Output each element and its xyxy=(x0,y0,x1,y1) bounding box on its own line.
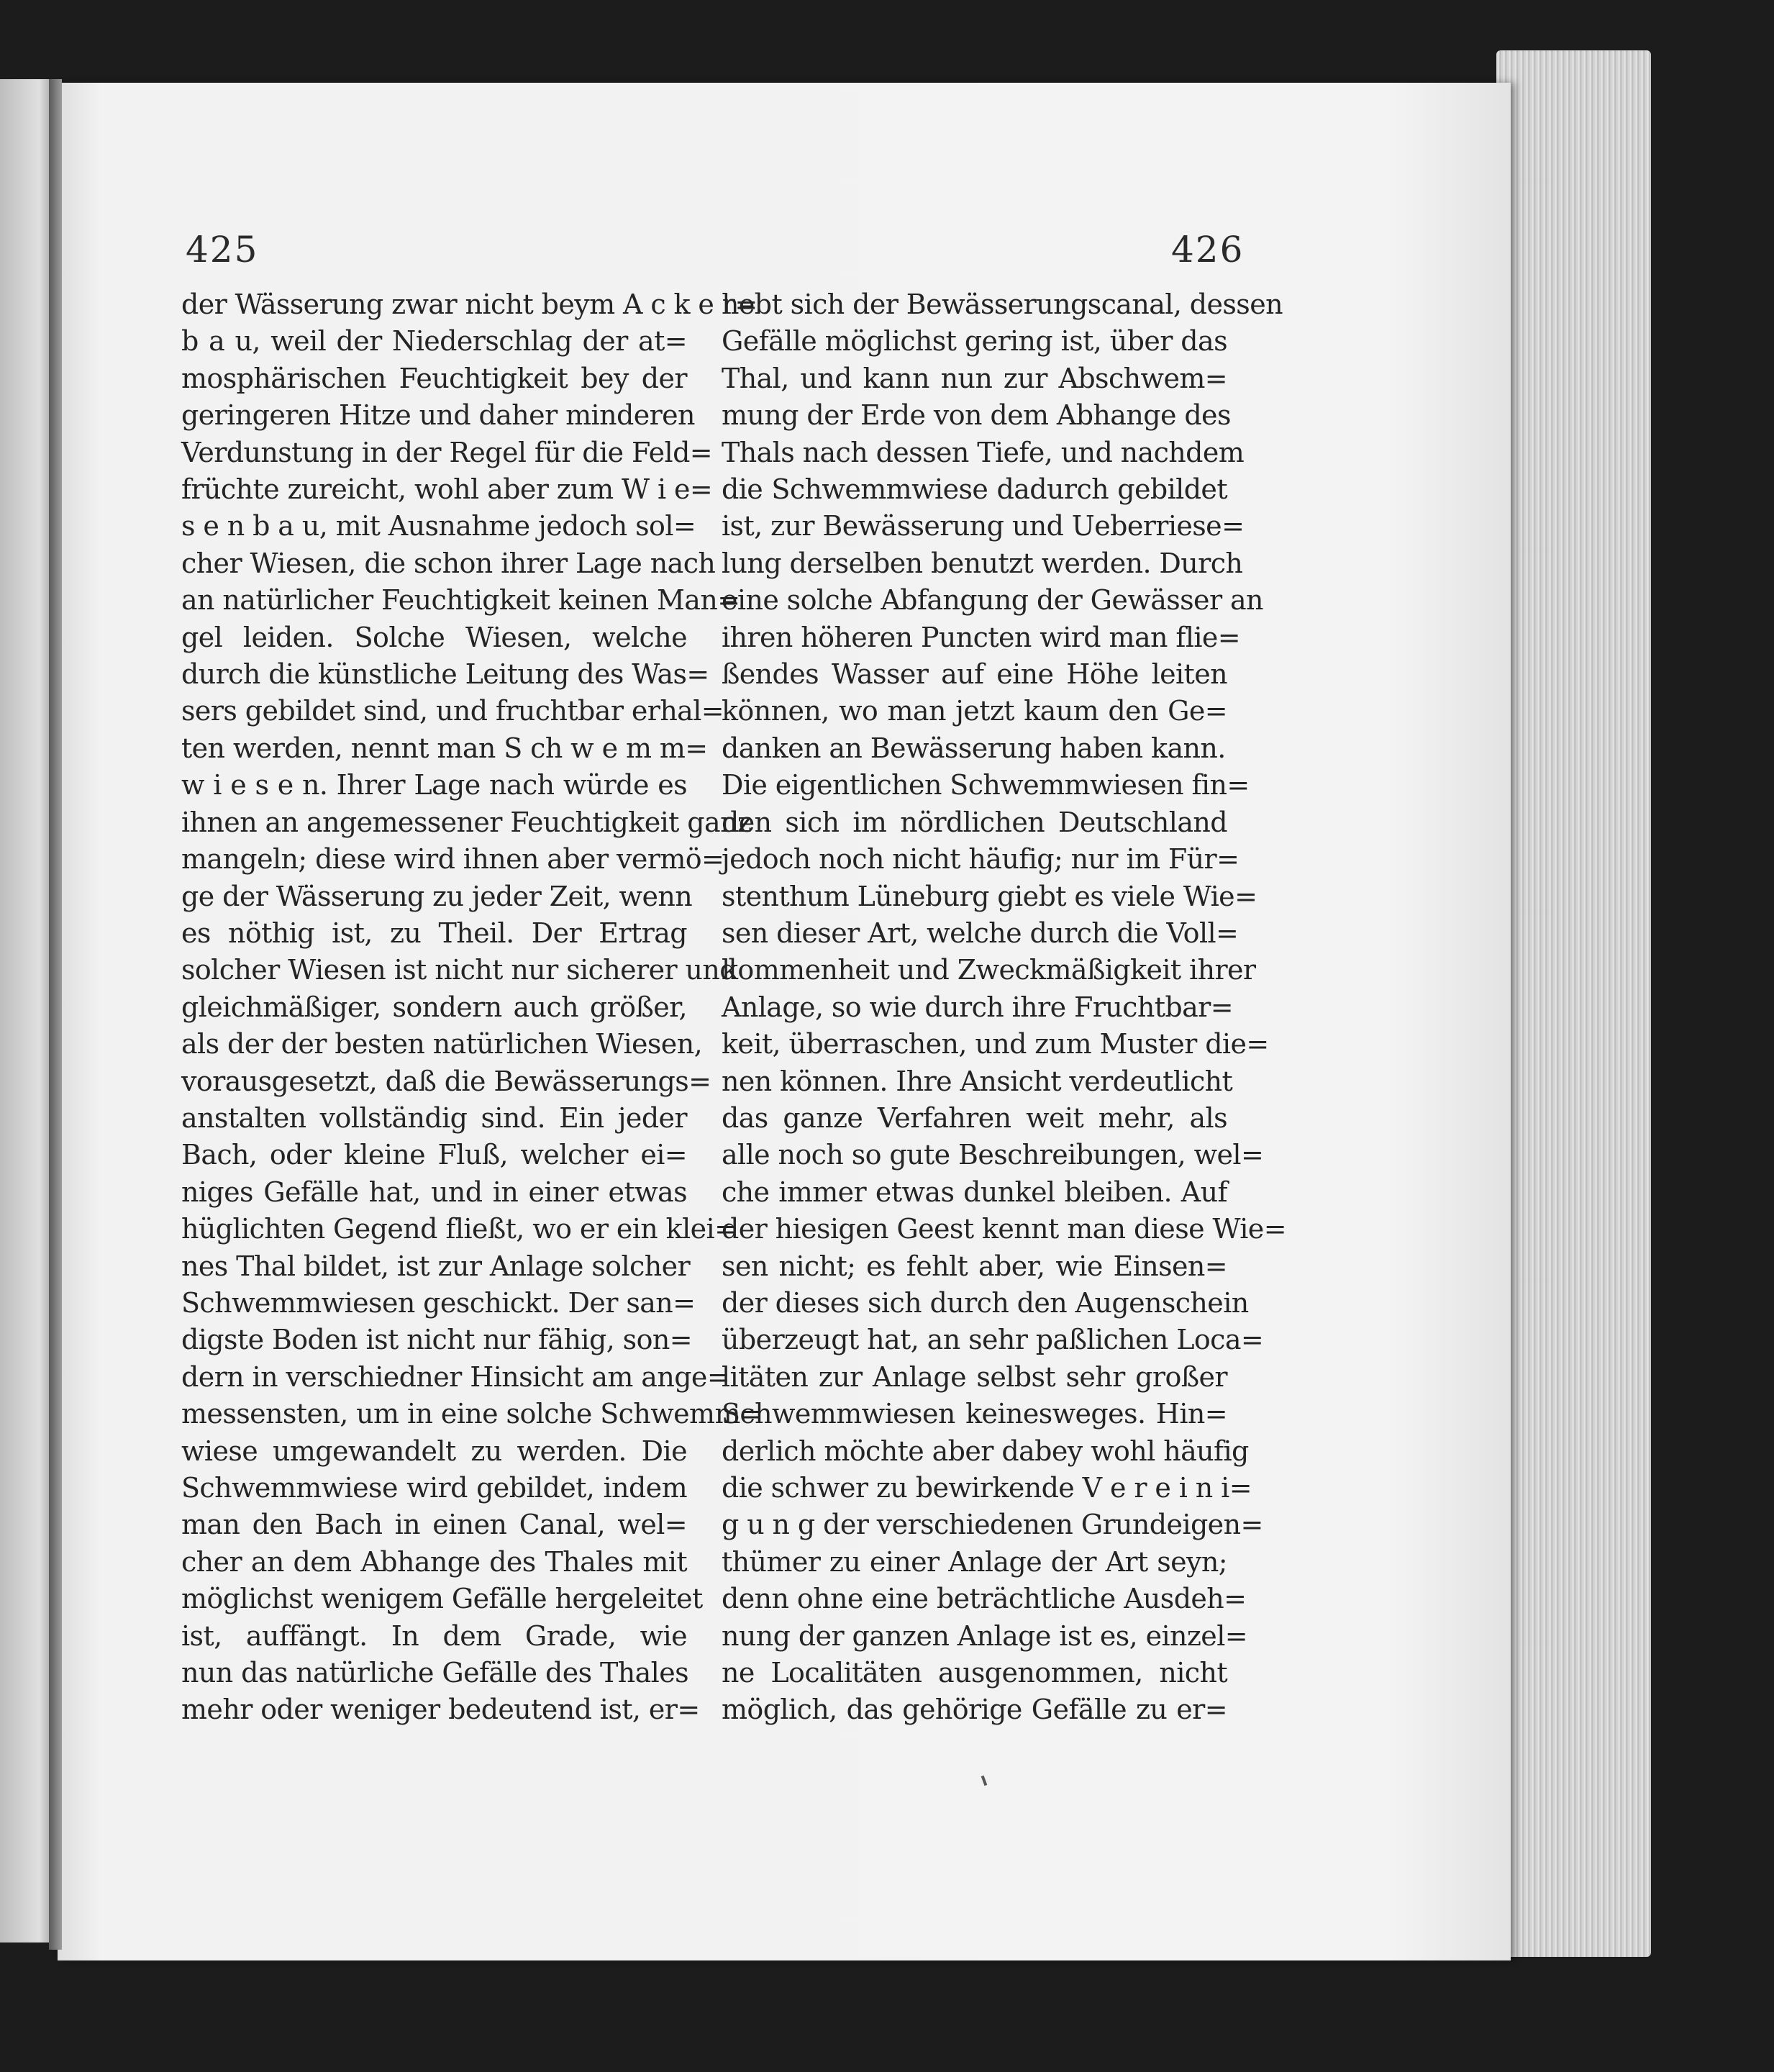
text-line: g u n g der verschiedenen Grundeigen= xyxy=(722,1509,1263,1541)
facing-page-edge xyxy=(0,79,56,1942)
text-line: als der der besten natürlichen Wiesen, xyxy=(181,1028,703,1060)
text-column-right xyxy=(722,286,1286,1729)
text-line: nes Thal bildet, ist zur Anlage solcher xyxy=(181,1250,691,1282)
text-line: messensten, um in eine solche Schwemm= xyxy=(181,1398,763,1430)
text-line: Schwemmwiese wird gebildet, indem xyxy=(181,1472,687,1504)
text-line: nung der ganzen Anlage ist es, einzel= xyxy=(722,1619,1247,1652)
text-line: der hiesigen Geest kennt man diese Wie= xyxy=(722,1213,1286,1245)
text-line: keit, überraschen, und zum Muster die= xyxy=(722,1028,1269,1060)
text-line: ßendes Wasser auf eine Höhe leiten xyxy=(722,658,1227,691)
text-line: es nöthig ist, zu Theil. Der Ertrag xyxy=(181,917,687,949)
text-column-left xyxy=(181,286,763,1729)
text-line: der Wässerung zwar nicht beym A c k e r= xyxy=(181,288,758,320)
page-stack-edges xyxy=(1496,50,1651,1957)
text-line: der dieses sich durch den Augenschein xyxy=(722,1286,1249,1319)
text-line: anstalten vollständig sind. Ein jeder xyxy=(181,1101,687,1134)
text-line: durch die künstliche Leitung des Was= xyxy=(181,658,709,691)
text-line: hebt sich der Bewässerungscanal, dessen xyxy=(722,288,1283,320)
text-line: mehr oder weniger bedeutend ist, er= xyxy=(181,1694,700,1726)
text-line: sers gebildet sind, und fruchtbar erhal= xyxy=(181,695,724,727)
text-line: hüglichten Gegend fließt, wo er ein klei= xyxy=(181,1213,737,1245)
text-line: che immer etwas dunkel bleiben. Auf xyxy=(722,1176,1227,1208)
text-line: ihren höheren Puncten wird man flie= xyxy=(722,621,1241,653)
text-line: niges Gefälle hat, und in einer etwas xyxy=(181,1176,687,1208)
text-line: thümer zu einer Anlage der Art seyn; xyxy=(722,1545,1227,1578)
text-line: den sich im nördlichen Deutschland xyxy=(722,806,1227,838)
text-line: mangeln; diese wird ihnen aber vermö= xyxy=(181,843,724,876)
text-line: Bach, oder kleine Fluß, welcher ei= xyxy=(181,1139,687,1171)
text-line: denn ohne eine beträchtliche Ausdeh= xyxy=(722,1583,1247,1615)
text-line: das ganze Verfahren weit mehr, als xyxy=(722,1101,1227,1134)
text-line: früchte zureicht, wohl aber zum W i e= xyxy=(181,473,713,506)
text-line: s e n b a u, mit Ausnahme jedoch sol= xyxy=(181,510,696,542)
text-line: können, wo man jetzt kaum den Ge= xyxy=(722,695,1227,727)
text-line: wiese umgewandelt zu werden. Die xyxy=(181,1435,687,1467)
text-line: man den Bach in einen Canal, wel= xyxy=(181,1509,687,1541)
text-line: die Schwemmwiese dadurch gebildet xyxy=(722,473,1227,506)
text-line: ist, auffängt. In dem Grade, wie xyxy=(181,1619,687,1652)
text-line: möglichst wenigem Gefälle hergeleitet xyxy=(181,1583,703,1615)
text-line: alle noch so gute Beschreibungen, wel= xyxy=(722,1139,1264,1171)
text-line: Gefälle möglichst gering ist, über das xyxy=(722,325,1227,358)
text-line: Schwemmwiesen geschickt. Der san= xyxy=(181,1286,696,1319)
text-line: vorausgesetzt, daß die Bewässerungs= xyxy=(181,1065,711,1097)
text-line: w i e s e n. Ihrer Lage nach würde es xyxy=(181,769,687,801)
text-line: nun das natürliche Gefälle des Thales xyxy=(181,1657,688,1689)
text-line: geringeren Hitze und daher minderen xyxy=(181,399,695,432)
text-line: ihnen an angemessener Feuchtigkeit ganz xyxy=(181,806,752,838)
text-line: eine solche Abfangung der Gewässer an xyxy=(722,584,1263,617)
text-line: ne Localitäten ausgenommen, nicht xyxy=(722,1657,1227,1689)
text-line: ge der Wässerung zu jeder Zeit, wenn xyxy=(181,880,693,912)
text-line: Verdunstung in der Regel für die Feld= xyxy=(181,436,713,468)
text-line: sen nicht; es fehlt aber, wie Einsen= xyxy=(722,1250,1227,1282)
text-line: Thal, und kann nun zur Abschwem= xyxy=(722,362,1227,394)
text-line: Die eigentlichen Schwemmwiesen fin= xyxy=(722,769,1250,801)
text-line: dern in verschiedner Hinsicht am ange= xyxy=(181,1360,730,1393)
text-line: gleichmäßiger, sondern auch größer, xyxy=(181,991,687,1023)
text-line: mung der Erde von dem Abhange des xyxy=(722,399,1231,432)
text-line: nen können. Ihre Ansicht verdeutlicht xyxy=(722,1065,1233,1097)
text-line: sen dieser Art, welche durch die Voll= xyxy=(722,917,1239,949)
text-line: mosphärischen Feuchtigkeit bey der xyxy=(181,362,687,394)
text-line: jedoch noch nicht häufig; nur im Für= xyxy=(722,843,1239,876)
page-number-left: 425 xyxy=(186,229,259,271)
text-line: an natürlicher Feuchtigkeit keinen Man= xyxy=(181,584,740,617)
text-line: kommenheit und Zweckmäßigkeit ihrer xyxy=(722,954,1256,986)
page-number-right: 426 xyxy=(1171,229,1245,271)
text-line: lung derselben benutzt werden. Durch xyxy=(722,547,1243,579)
text-line: Thals nach dessen Tiefe, und nachdem xyxy=(722,436,1245,468)
text-line: Anlage, so wie durch ihre Fruchtbar= xyxy=(722,991,1233,1023)
text-line: ist, zur Bewässerung und Ueberriese= xyxy=(722,510,1245,542)
text-line: Schwemmwiesen keinesweges. Hin= xyxy=(722,1398,1227,1430)
text-line: die schwer zu bewirkende V e r e i n i= xyxy=(722,1472,1252,1504)
text-line: gel leiden. Solche Wiesen, welche xyxy=(181,621,687,653)
text-line: danken an Bewässerung haben kann. xyxy=(722,732,1226,764)
text-line: cher Wiesen, die schon ihrer Lage nach xyxy=(181,547,716,579)
text-line: überzeugt hat, an sehr paßlichen Loca= xyxy=(722,1324,1264,1356)
text-line: möglich, das gehörige Gefälle zu er= xyxy=(722,1694,1227,1726)
text-line: b a u, weil der Niederschlag der at= xyxy=(181,325,687,358)
text-line: litäten zur Anlage selbst sehr großer xyxy=(722,1360,1227,1393)
text-line: cher an dem Abhange des Thales mit xyxy=(181,1545,687,1578)
text-line: digste Boden ist nicht nur fähig, son= xyxy=(181,1324,692,1356)
text-line: ten werden, nennt man S ch w e m m= xyxy=(181,732,708,764)
text-line: derlich möchte aber dabey wohl häufig xyxy=(722,1435,1249,1467)
book-gutter xyxy=(49,79,62,1950)
text-line: solcher Wiesen ist nicht nur sicherer und xyxy=(181,954,737,986)
text-line: stenthum Lüneburg giebt es viele Wie= xyxy=(722,880,1257,912)
